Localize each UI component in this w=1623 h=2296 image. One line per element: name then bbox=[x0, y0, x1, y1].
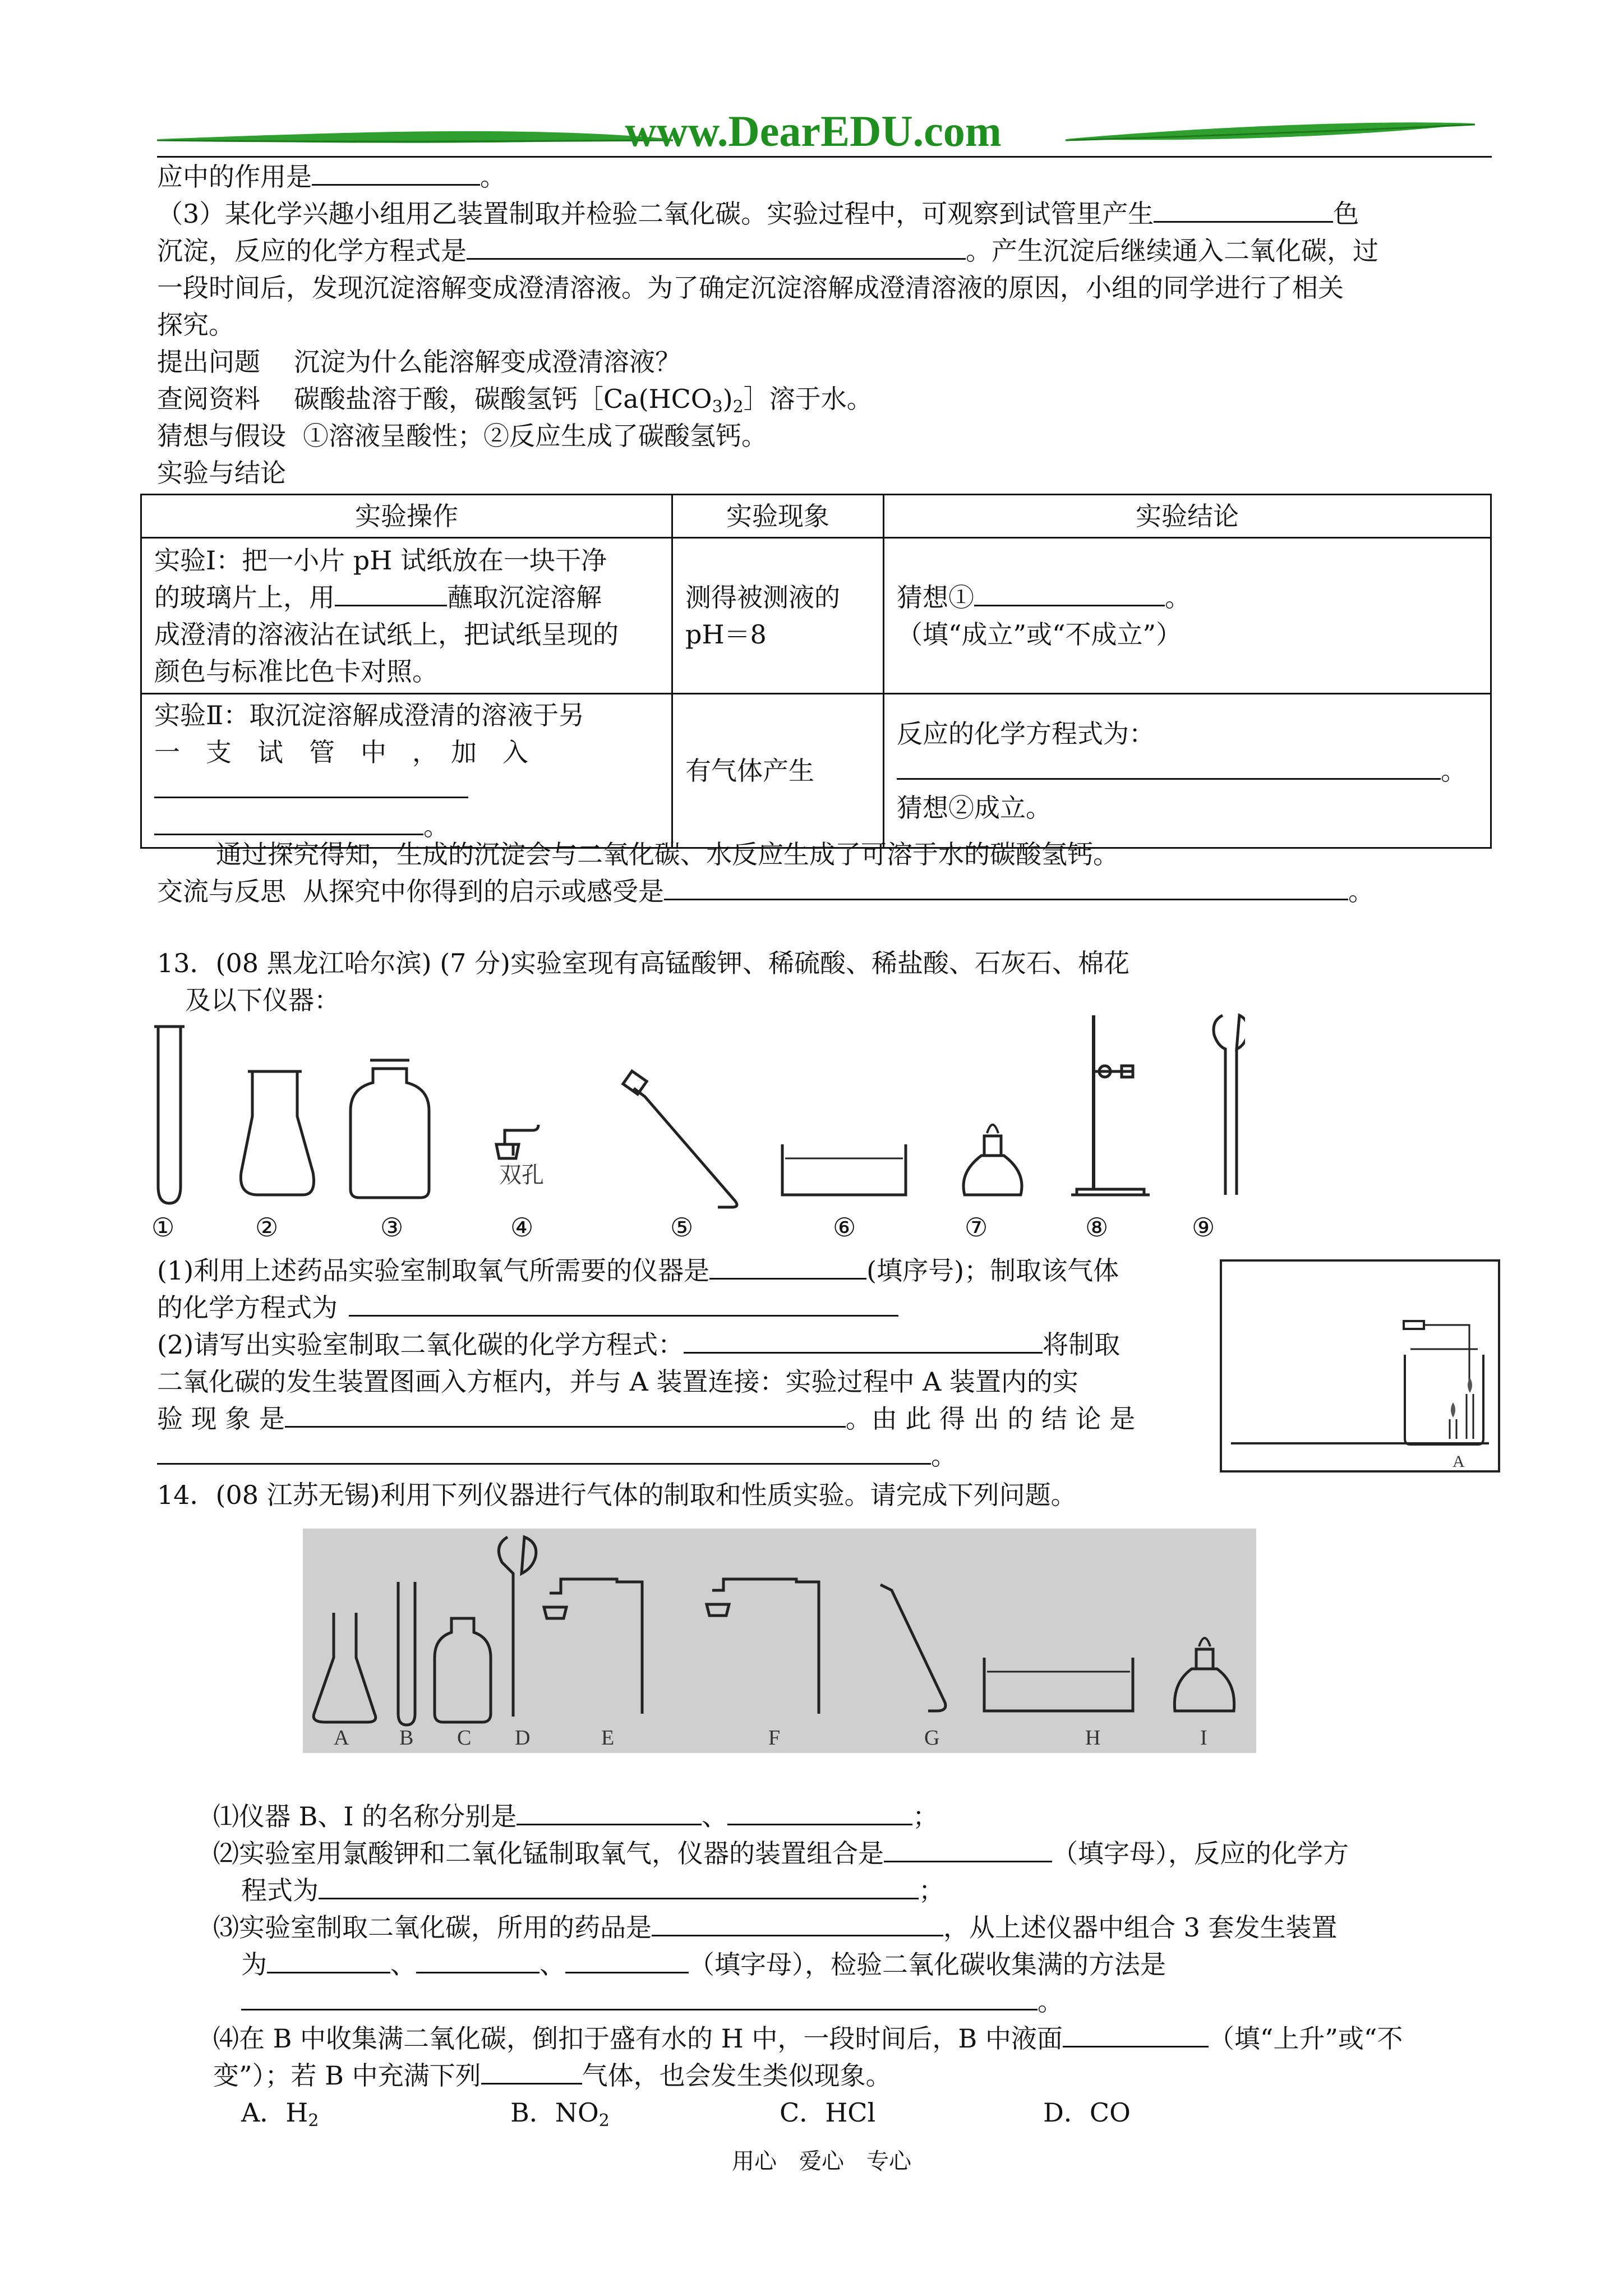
test-tube-icon bbox=[158, 1027, 181, 1203]
label-question: 提出问题 bbox=[157, 347, 260, 377]
candle-icon bbox=[1450, 1419, 1456, 1439]
trough-icon bbox=[984, 1658, 1133, 1711]
line-1: 应中的作用是 。 bbox=[157, 158, 506, 195]
blank-op-reagent-1[interactable] bbox=[154, 771, 468, 798]
conical-flask-icon bbox=[241, 1071, 313, 1195]
blank-q14-method[interactable] bbox=[241, 1983, 1038, 2010]
beaker-icon bbox=[1405, 1355, 1483, 1444]
blank-op-tool[interactable] bbox=[335, 579, 447, 606]
blank-q13-phenomenon[interactable] bbox=[285, 1400, 846, 1428]
blank-conc-1[interactable] bbox=[974, 579, 1165, 606]
q14-part4-line1: ⑷在 B 中收集满二氧化碳，倒扣于盛有水的 H 中，一段时间后，B 中液面 （填“上升”或“不 bbox=[213, 2020, 1403, 2057]
blank-q14-name-b[interactable] bbox=[517, 1798, 702, 1825]
bent-tube-icon bbox=[634, 1088, 737, 1207]
option-a[interactable]: A．$H_2$ bbox=[241, 2097, 319, 2131]
line-reference: 查阅资料 碳酸盐溶于酸，碳酸氢钙$[Ca(HCO_3)_2]$溶于水。 bbox=[157, 384, 873, 417]
cell-phen-1: 测得被测液的 pH＝8 bbox=[672, 538, 884, 694]
blank-q14-name-i[interactable] bbox=[727, 1798, 912, 1825]
q13-title-2: 及以下仪器： bbox=[185, 985, 340, 1015]
two-hole-stopper-icon bbox=[496, 1144, 519, 1158]
blank-q13-instruments[interactable] bbox=[709, 1252, 866, 1280]
box-label-a: A bbox=[1453, 1452, 1465, 1471]
blank-q13-co2-equation[interactable] bbox=[684, 1326, 1043, 1354]
blank-3[interactable] bbox=[467, 232, 966, 260]
q13-part2-line1: (2)请写出实验室制取二氧化碳的化学方程式： 将制取 bbox=[157, 1326, 1120, 1363]
alcohol-lamp-icon bbox=[963, 1156, 1022, 1195]
alcohol-lamp-icon bbox=[1174, 1669, 1234, 1711]
q13-title: 13．(08 黑龙江哈尔滨) (7 分)实验室现有高锰酸钾、稀硫酸、稀盐酸、石灰石、棉花 bbox=[157, 948, 1129, 978]
blank-equation[interactable] bbox=[897, 752, 1441, 780]
test-tube-icon bbox=[398, 1582, 415, 1725]
conclusion-line: 通过探究得知，生成的沉淀会与二氧化碳、水反应生成了可溶于水的碳酸氢钙。 bbox=[216, 839, 1119, 869]
bent-tube-e-icon bbox=[550, 1579, 642, 1714]
option-c[interactable]: C．HCl bbox=[780, 2097, 876, 2128]
long-funnel-icon bbox=[499, 1537, 536, 1717]
label-hypothesis: 猜想与假设 bbox=[157, 421, 286, 451]
stopper-label: 双孔 bbox=[499, 1162, 544, 1188]
q14-part4-line2: 变”）；若 B 中充满下列 气体，也会发生类似现象。 bbox=[213, 2057, 892, 2094]
long-funnel-icon bbox=[1214, 1015, 1245, 1195]
experiment-table bbox=[140, 494, 1492, 849]
th-phenomenon: 实验现象 bbox=[672, 495, 884, 538]
footer-text: 用心 爱心 专心 bbox=[732, 2148, 911, 2174]
q14-part2-line1: ⑵实验室用氯酸钾和二氧化锰制取氧气，仪器的装置组合是 （填字母），反应的化学方 bbox=[213, 1835, 1349, 1872]
blank-q14-setup-3[interactable] bbox=[565, 1946, 689, 1973]
q14-part3-line3: 。 bbox=[241, 1983, 1063, 2020]
label-reflection: 交流与反思 bbox=[157, 876, 286, 907]
option-b[interactable]: B．$NO_2$ bbox=[510, 2097, 610, 2131]
blank-q14-setup-2[interactable] bbox=[416, 1946, 540, 1973]
q13-part1-line2: 的化学方程式为 bbox=[157, 1289, 898, 1326]
q13-part2-line3: 验 现 象 是 。由 此 得 出 的 结 论 是 bbox=[157, 1400, 1135, 1437]
line-5: 探究。 bbox=[157, 310, 234, 340]
reflection-line: 交流与反思 从探究中你得到的启示或感受是 。 bbox=[157, 873, 1374, 910]
iron-stand-icon bbox=[1071, 1189, 1150, 1195]
q14-title: 14．(08 江苏无锡)利用下列仪器进行气体的制取和性质实验。请完成下列问题。 bbox=[157, 1480, 1077, 1510]
q14-part3-line1: ⑶实验室制取二氧化碳，所用的药品是 ，从上述仪器中组合 3 套发生装置 bbox=[213, 1909, 1338, 1946]
header-site: www.DearEDU.com bbox=[625, 107, 1002, 155]
cell-conc-2: 反应的化学方程式为： 。 猜想②成立。 bbox=[884, 694, 1491, 848]
line-4: 一段时间后，发现沉淀溶解变成澄清溶液。为了确定沉淀溶解成澄清溶液的原因，小组的同学进行了相关 bbox=[157, 273, 1344, 303]
blank-op-reagent-2[interactable] bbox=[154, 808, 423, 835]
cell-conc-1: 猜想① 。 （填“成立”或“不成立”） bbox=[884, 538, 1491, 694]
line-question: 提出问题 沉淀为什么能溶解变成澄清溶液？ bbox=[157, 347, 681, 377]
line-3: 沉淀，反应的化学方程式是 。产生沉淀后继续通入二氧化碳，过 bbox=[157, 232, 1378, 269]
line-experiment-label: 实验与结论 bbox=[157, 458, 286, 488]
bent-tube-g-icon bbox=[880, 1585, 946, 1711]
gas-bottle-icon bbox=[435, 1618, 491, 1722]
bent-tube-f-icon bbox=[712, 1579, 819, 1714]
blank-q14-combination[interactable] bbox=[884, 1835, 1052, 1862]
blank-q14-setup-1[interactable] bbox=[267, 1946, 390, 1973]
conical-flask-icon bbox=[313, 1613, 376, 1722]
blank-1[interactable] bbox=[312, 158, 480, 186]
q14-options bbox=[241, 2094, 1131, 2139]
q13-part2-line4: 。 bbox=[157, 1437, 957, 1474]
blank-q14-equation[interactable] bbox=[319, 1872, 919, 1899]
blank-q14-gas[interactable] bbox=[481, 2057, 582, 2085]
cell-phen-2: 有气体产生 bbox=[672, 694, 884, 848]
blank-q13-conclusion[interactable] bbox=[157, 1437, 931, 1465]
q14-photo-labels: A B C D E F G H I bbox=[334, 1726, 1207, 1750]
flame-icon bbox=[1468, 1378, 1472, 1393]
blank-2[interactable] bbox=[1154, 195, 1333, 223]
blank-q13-o2-equation[interactable] bbox=[349, 1289, 898, 1317]
q14-apparatus-photo bbox=[303, 1529, 1256, 1753]
cell-op-2: 实验Ⅱ：取沉淀溶解成澄清的溶液于另 一 支 试 管 中 ， 加 入 。 bbox=[141, 694, 672, 848]
q13-part1-line1: (1)利用上述药品实验室制取氧气所需要的仪器是 (填序号)；制取该气体 bbox=[157, 1252, 1119, 1289]
gas-bottle-icon bbox=[351, 1060, 429, 1198]
line-hypothesis: 猜想与假设 ①溶液呈酸性；②反应生成了碳酸氢钙。 bbox=[157, 421, 767, 451]
th-conclusion: 实验结论 bbox=[884, 495, 1491, 538]
line-2: （3）某化学兴趣小组用乙装置制取并检验二氧化碳。实验过程中，可观察到试管里产生 色 bbox=[157, 195, 1359, 232]
flame-icon bbox=[1451, 1402, 1455, 1418]
q13-apparatus-numbers: ① ② ③ ④ ⑤ ⑥ ⑦ ⑧ ⑨ bbox=[151, 1212, 1215, 1243]
option-d[interactable]: D．CO bbox=[1043, 2097, 1131, 2128]
blank-q14-reagents[interactable] bbox=[652, 1909, 943, 1936]
q13-drawing-box[interactable] bbox=[1220, 1259, 1500, 1473]
label-reference: 查阅资料 bbox=[157, 384, 260, 414]
blank-q14-level[interactable] bbox=[1063, 2020, 1209, 2047]
q14-part2-line2: 程式为 ； bbox=[241, 1872, 944, 1909]
q14-part3-line2: 为 、 、 （填字母），检验二氧化碳收集满的方法是 bbox=[241, 1946, 1166, 1983]
q13-apparatus-drawing bbox=[146, 1004, 1245, 1228]
header-rule bbox=[157, 156, 1492, 158]
water-trough-icon bbox=[782, 1144, 906, 1195]
cell-op-1: 实验Ⅰ：把一小片 pH 试纸放在一块干净 的玻璃片上，用 蘸取沉淀溶解 成澄清的溶液沾在试纸上，把试纸呈现的 颜色与标准比色卡对照。 bbox=[141, 538, 672, 694]
q13-part2-line2: 二氧化碳的发生装置图画入方框内，并与 A 装置连接：实验过程中 A 装置内的实 bbox=[157, 1366, 1078, 1397]
blank-reflection[interactable] bbox=[664, 873, 1348, 900]
q14-part1: ⑴仪器 B、I 的名称分别是 、 ； bbox=[213, 1798, 938, 1835]
th-operation: 实验操作 bbox=[141, 495, 672, 538]
